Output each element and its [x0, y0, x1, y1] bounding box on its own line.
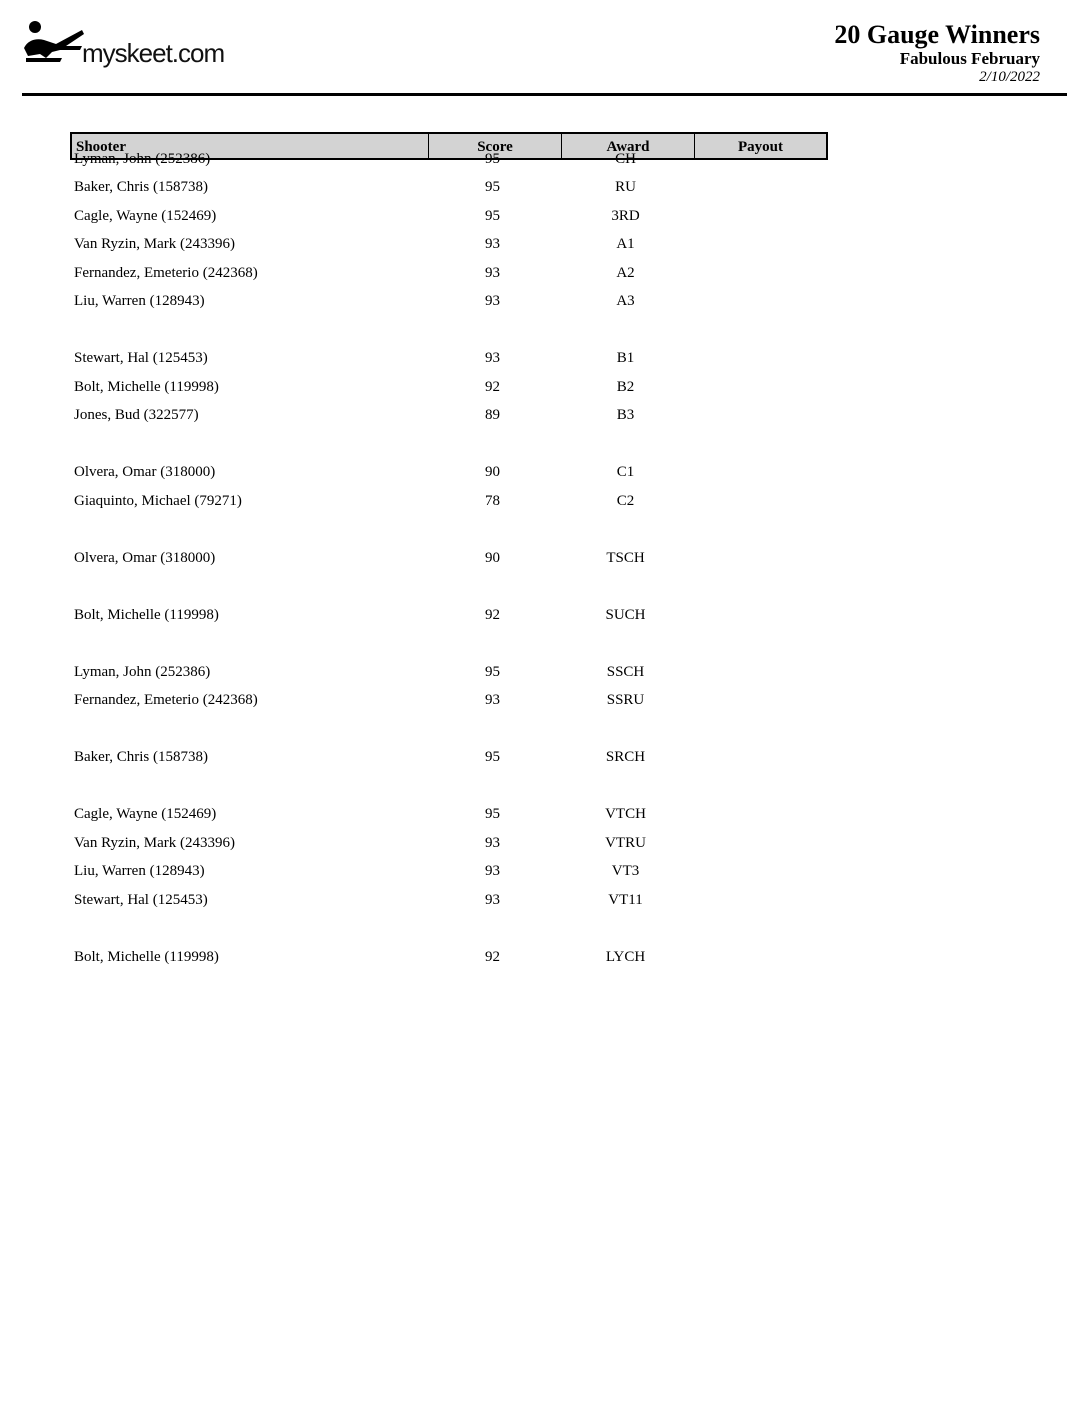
cell-award: LYCH: [605, 948, 646, 965]
cell-shooter: Baker, Chris (158738): [74, 179, 208, 195]
cell-shooter: Liu, Warren (128943): [74, 863, 205, 879]
cell-award: CH: [615, 151, 636, 167]
cell-score: 93: [485, 350, 500, 366]
group-spacer: [70, 777, 828, 806]
shooter-silhouette-icon: [22, 18, 86, 68]
cell-award: TSCH: [606, 549, 645, 566]
cell-award: B3: [616, 407, 635, 423]
table-row: [70, 349, 828, 378]
cell-award: A3: [616, 293, 635, 309]
cell-shooter: Bolt, Michelle (119998): [74, 606, 219, 623]
cell-shooter: Fernandez, Emeterio (242368): [74, 264, 258, 281]
table-row: [70, 492, 828, 521]
event-name: Fabulous February: [899, 49, 1040, 68]
event-date: 2/10/2022: [979, 69, 1040, 85]
cell-score: 92: [485, 378, 500, 395]
cell-score: 95: [485, 179, 500, 195]
table-row: [70, 748, 828, 777]
cell-shooter: Van Ryzin, Mark (243396): [74, 236, 236, 252]
cell-score: 92: [485, 948, 500, 965]
table-row: [70, 606, 828, 635]
winners-table: [70, 132, 828, 976]
group-spacer: [70, 720, 828, 749]
table-row: [70, 691, 828, 720]
cell-award: A2: [616, 264, 635, 281]
table-row: [70, 178, 828, 207]
cell-shooter: Stewart, Hal (125453): [74, 350, 208, 366]
cell-award: VTRU: [605, 834, 646, 851]
column-header-payout: Payout: [694, 134, 826, 158]
cell-score: 95: [485, 806, 500, 822]
group-spacer: [70, 919, 828, 948]
table-row: [70, 805, 828, 834]
cell-shooter: Olvera, Omar (318000): [74, 464, 216, 480]
column-header-score: Score: [428, 134, 561, 158]
cell-award: B1: [616, 350, 635, 366]
cell-award: RU: [615, 179, 636, 195]
table-row: [70, 378, 828, 407]
cell-shooter: Liu, Warren (128943): [74, 293, 205, 309]
cell-score: 93: [485, 264, 500, 281]
cell-shooter: Lyman, John (252386): [74, 151, 211, 167]
cell-score: 78: [485, 492, 500, 509]
table-row: [70, 834, 828, 863]
cell-award: SSRU: [606, 692, 645, 708]
table-row: [70, 207, 828, 236]
cell-shooter: Lyman, John (252386): [74, 663, 211, 680]
table-row: [70, 406, 828, 435]
cell-award: VT3: [611, 863, 640, 879]
cell-award: A1: [616, 236, 635, 252]
table-body: [70, 150, 828, 976]
cell-score: 93: [485, 692, 500, 708]
table-row: [70, 292, 828, 321]
table-row: [70, 891, 828, 920]
table-row: [70, 663, 828, 692]
cell-shooter: Giaquinto, Michael (79271): [74, 492, 242, 509]
cell-shooter: Stewart, Hal (125453): [74, 891, 208, 908]
cell-score: 93: [485, 293, 500, 309]
column-header-shooter: Shooter: [76, 139, 126, 155]
table-row: [70, 235, 828, 264]
myskeet-logo: [22, 18, 242, 70]
report-header: [834, 20, 1040, 86]
cell-award: SUCH: [605, 606, 646, 623]
group-spacer: [70, 435, 828, 464]
table-row: [70, 549, 828, 578]
table-row: [70, 948, 828, 977]
cell-award: SRCH: [605, 749, 646, 765]
cell-award: SSCH: [606, 663, 645, 680]
group-spacer: [70, 520, 828, 549]
cell-award: C1: [616, 464, 635, 480]
cell-score: 93: [485, 863, 500, 879]
cell-shooter: Fernandez, Emeterio (242368): [74, 692, 258, 708]
cell-score: 95: [485, 207, 500, 224]
table-row: [70, 862, 828, 891]
cell-shooter: Jones, Bud (322577): [74, 407, 199, 423]
cell-score: 93: [485, 236, 500, 252]
cell-score: 90: [485, 464, 500, 480]
cell-award: C2: [616, 492, 635, 509]
cell-shooter: Bolt, Michelle (119998): [74, 948, 219, 965]
cell-score: 95: [485, 151, 500, 167]
cell-shooter: Cagle, Wayne (152469): [74, 806, 217, 822]
cell-award: 3RD: [611, 207, 640, 224]
cell-score: 92: [485, 606, 500, 623]
group-spacer: [70, 577, 828, 606]
cell-score: 93: [485, 834, 500, 851]
column-header-award: Award: [561, 134, 694, 158]
table-row: [70, 264, 828, 293]
group-spacer: [70, 321, 828, 350]
cell-score: 95: [485, 749, 500, 765]
cell-shooter: Olvera, Omar (318000): [74, 549, 216, 566]
page-title: 20 Gauge Winners: [834, 20, 1040, 49]
cell-award: VT11: [608, 891, 643, 908]
table-row: [70, 463, 828, 492]
cell-shooter: Cagle, Wayne (152469): [74, 207, 217, 224]
cell-award: B2: [616, 378, 635, 395]
cell-score: 93: [485, 891, 500, 908]
group-spacer: [70, 634, 828, 663]
header-divider: [22, 93, 1067, 96]
cell-shooter: Baker, Chris (158738): [74, 749, 208, 765]
cell-score: 89: [485, 407, 500, 423]
cell-score: 95: [485, 663, 500, 680]
cell-shooter: Bolt, Michelle (119998): [74, 378, 219, 395]
cell-shooter: Van Ryzin, Mark (243396): [74, 834, 236, 851]
cell-score: 90: [485, 549, 500, 566]
cell-award: VTCH: [605, 806, 646, 822]
logo-text: myskeet.com: [82, 38, 225, 68]
